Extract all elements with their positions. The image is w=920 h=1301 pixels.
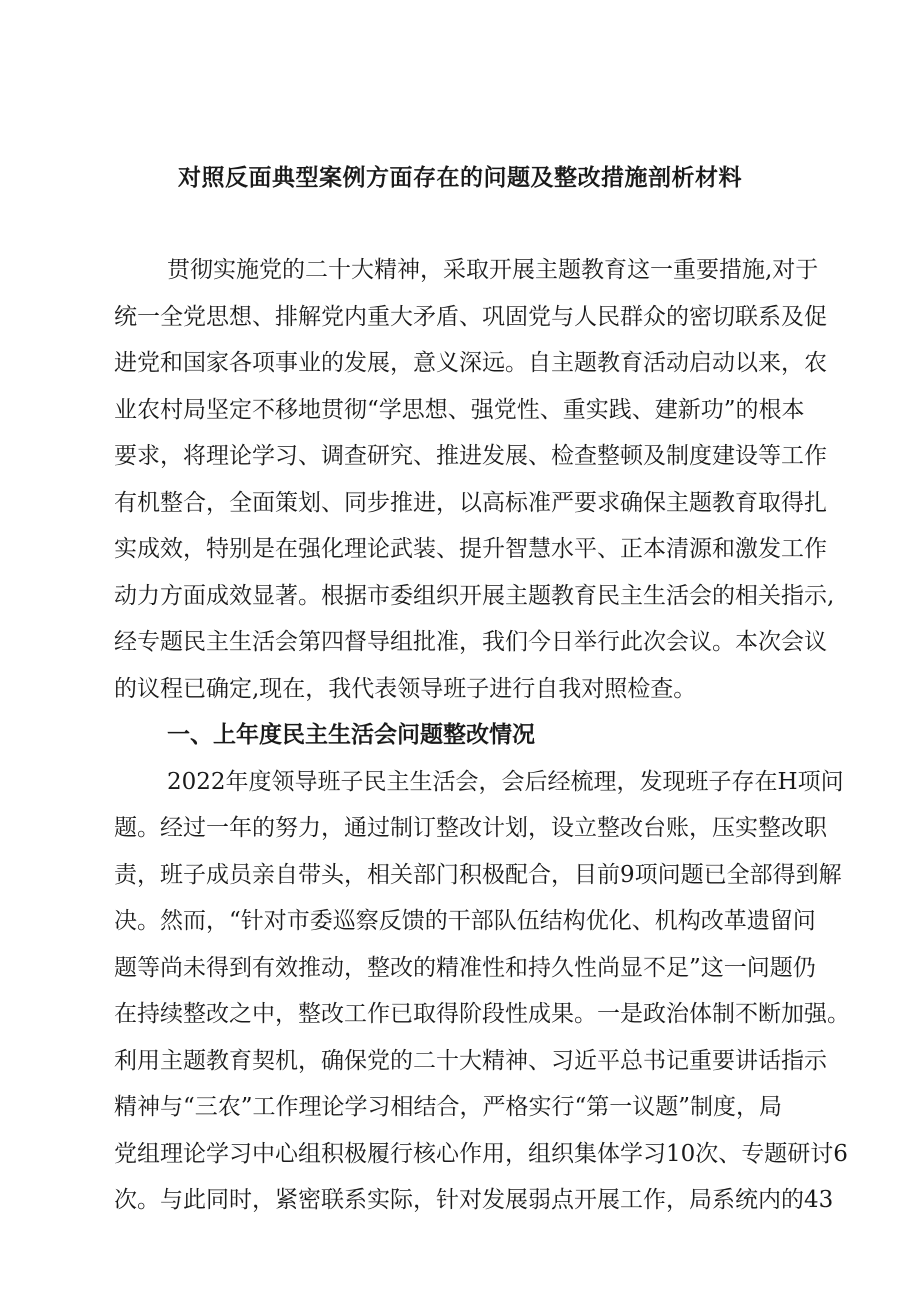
paragraph-line: 进党和国家各项事业的发展，意义深远。自主题教育活动启动以来，农 — [114, 350, 827, 376]
paragraph-line: 要求，将理论学习、调查研究、推进发展、检查整顿及制度建设等工作 — [114, 443, 827, 469]
document-title: 对照反面典型案例方面存在的问题及整改措施剖析材料 — [178, 164, 742, 191]
paragraph-line: 精神与“三农”工作理论学习相结合，严格实行“第一议题”制度，局 — [114, 1094, 783, 1120]
paragraph-line: 党组理论学习中心组积极履行核心作用，组织集体学习10次、专题研讨6 — [114, 1140, 848, 1167]
paragraph-line: 决。然而，“针对市委巡察反馈的干部队伍结构优化、机构改革遗留问 — [114, 908, 816, 934]
paragraph-line: 题等尚未得到有效推动，整改的精准性和持久性尚显不足”这一问题仍 — [114, 954, 816, 981]
paragraph-line: 题。经过一年的努力，通过制订整改计划，设立整改台账，压实整改职 — [114, 815, 827, 841]
paragraph-line: 次。与此同时，紧密联系实际，针对发展弱点开展工作，局系统内的43 — [114, 1187, 834, 1213]
paragraph-line: 贯彻实施党的二十大精神，采取开展主题教育这一重要措施,对于 — [167, 257, 819, 283]
paragraph-line: 实成效，特别是在强化理论武装、提升智慧水平、正本清源和激发工作 — [114, 536, 827, 562]
paragraph-line: 经专题民主生活会第四督导组批准，我们今日举行此次会议。本次会议 — [114, 629, 827, 655]
paragraph-line: 责，班子成员亲自带头，相关部门积极配合，目前9项问题已全部得到解 — [114, 861, 842, 888]
paragraph-line: 的议程已确定,现在，我代表领导班子进行自我对照检查。 — [114, 675, 697, 702]
paragraph-line: 有机整合，全面策划、同步推进，以高标准严要求确保主题教育取得扎 — [114, 489, 827, 516]
section-heading: 一、上年度民主生活会问题整改情况 — [167, 721, 535, 748]
paragraph-line: 动力方面成效显著。根据市委组织开展主题教育民主生活会的相关指示, — [114, 582, 835, 609]
paragraph-line: 业农村局坚定不移地贯彻“学思想、强党性、重实践、建新功”的根本 — [114, 396, 805, 423]
paragraph-line: 2022年度领导班子民主生活会，会后经梳理，发现班子存在H项问 — [167, 768, 844, 795]
paragraph-line: 统一全党思想、排解党内重大矛盾、巩固党与人民群众的密切联系及促 — [114, 303, 827, 330]
paragraph-line: 利用主题教育契机，确保党的二十大精神、习近平总书记重要讲话指示 — [114, 1047, 827, 1074]
document-body — [114, 247, 854, 1224]
paragraph-line: 在持续整改之中，整改工作已取得阶段性成果。一是政治体制不断加强。 — [114, 1001, 850, 1027]
